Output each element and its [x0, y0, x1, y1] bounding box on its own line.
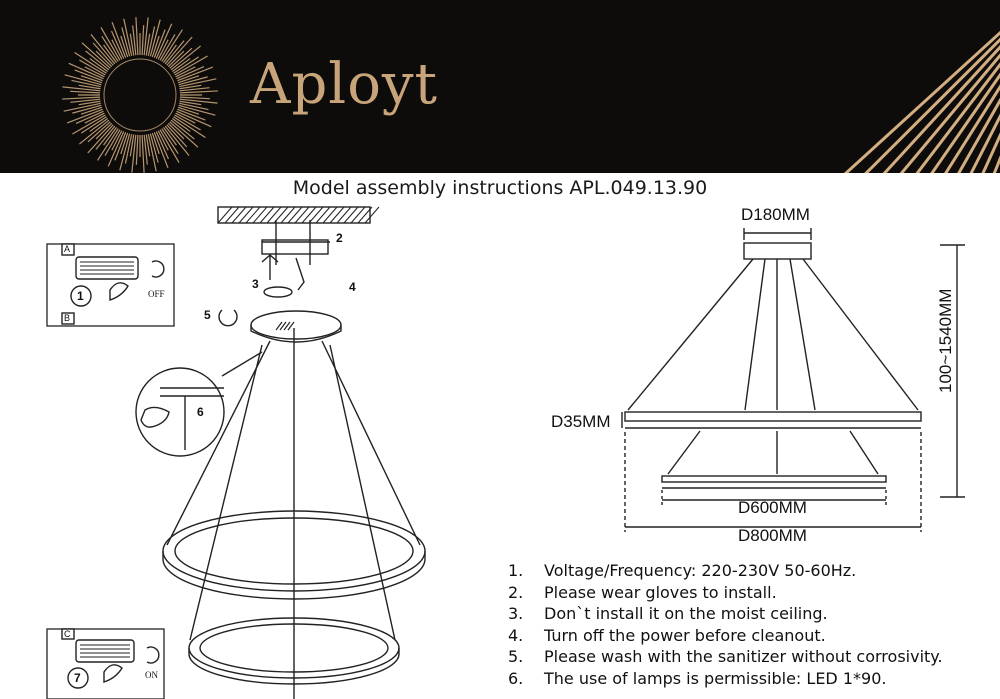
list-item: 2. Please wear gloves to install. [508, 582, 777, 602]
pendant-body [163, 328, 425, 699]
ceiling-hatch-line [351, 207, 365, 223]
height-range-label: 100~1540MM [936, 288, 955, 393]
ceiling-hatch-line [239, 207, 253, 223]
ceiling-hatch-line [330, 207, 344, 223]
ceiling-hatch-line [295, 207, 309, 223]
step-callout-5: 5 [204, 308, 211, 322]
ceiling-hatch-line [365, 207, 379, 223]
on-label: ON [145, 670, 158, 680]
canopy [219, 310, 341, 342]
panel-marker-a: A [64, 244, 71, 254]
step-callout-3: 3 [252, 277, 259, 291]
outer-ring-diameter-label: D800MM [738, 526, 807, 545]
ceiling-hatch-line [267, 207, 281, 223]
ceiling-hatch-line [344, 207, 358, 223]
brand-logo: Aployt [250, 52, 439, 117]
ring-thickness-label: D35MM [551, 412, 611, 431]
ceiling-hatch-line [218, 207, 232, 223]
ceiling-hatch-line [316, 207, 330, 223]
list-item: 3. Don`t install it on the moist ceiling. [508, 604, 828, 623]
ceiling-hatch-line [302, 207, 316, 223]
document-title: Model assembly instructions APL.049.13.90 [292, 177, 708, 199]
step-callout-1: 1 [77, 289, 84, 303]
panel-marker-b: B [64, 313, 71, 323]
ceiling-hatch-line [253, 207, 267, 223]
ceiling-hatch-line [323, 207, 337, 223]
ceiling-hatch-line [288, 207, 302, 223]
step-callout-7: 7 [74, 671, 81, 685]
list-item: 6. The use of lamps is permissible: LED 1*90. [508, 668, 887, 688]
ceiling-hatch-line [260, 207, 274, 223]
off-label: OFF [148, 289, 165, 299]
step-callout-2: 2 [336, 231, 343, 245]
dimension-drawing [622, 228, 965, 532]
ceiling-hatch-line [337, 207, 351, 223]
ceiling-hatch-line [225, 207, 239, 223]
list-item: 4. Turn off the power before cleanout. [508, 625, 826, 645]
panel-marker-c: C [64, 629, 71, 639]
ceiling-hatch-line [309, 207, 323, 223]
top-diameter-label: D180MM [741, 205, 810, 224]
height-adjust-detail [136, 352, 262, 456]
inner-ring-diameter-label: D600MM [738, 498, 807, 517]
step-callout-6: 6 [197, 405, 204, 419]
specification-notes [508, 560, 943, 689]
list-item: 1. Voltage/Frequency: 220-230V 50-60Hz. [508, 561, 857, 580]
step-callout-4: 4 [349, 280, 356, 294]
ceiling-hatch-line [232, 207, 246, 223]
list-item: 5. Please wash with the sanitizer without corrosivity. [508, 647, 943, 666]
ceiling-hatch-line [246, 207, 260, 223]
ceiling-hatch-line [281, 207, 295, 223]
switch-on-panel [47, 629, 164, 699]
